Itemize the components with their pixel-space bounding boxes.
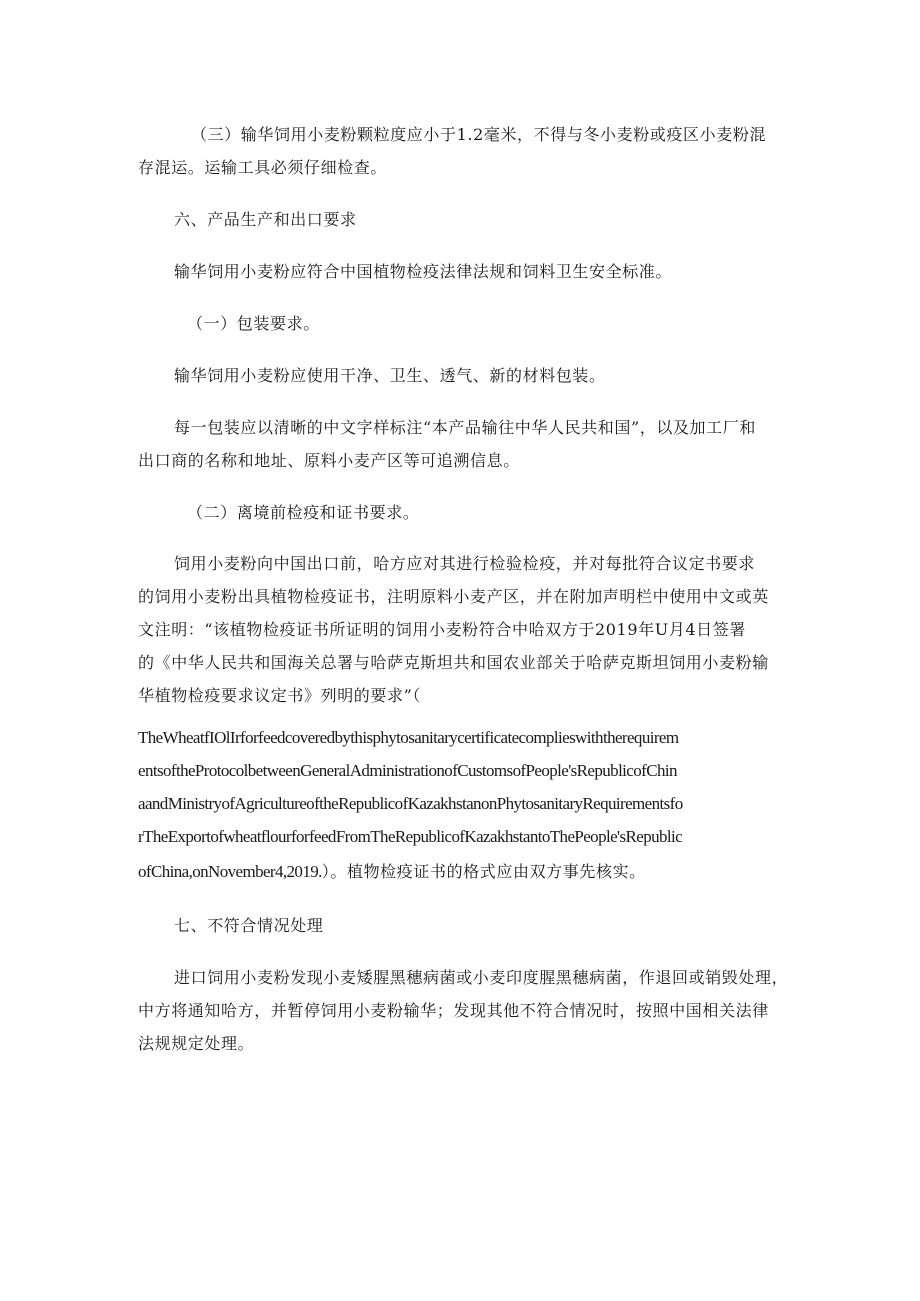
para-certificate-line-5: 华植物检疫要求议定书》列明的要求”（	[138, 686, 421, 705]
para-certificate-line-final	[138, 861, 646, 883]
subheading-packaging: （一）包装要求。	[187, 314, 320, 333]
para-certificate-english-2: entsoftheProtocolbetweenGeneralAdministrationofCustomsofPeople'sRepublicofChin	[138, 761, 677, 780]
para-certificate-english-3: aandMinistryofAgricultureoftheRepublicofKazakhstanonPhytosanitaryRequirementsfo	[138, 794, 683, 813]
para-certificate-line-4: 的《中华人民共和国海关总署与哈萨克斯坦共和国农业部关于哈萨克斯坦饲用小麦粉输	[138, 653, 769, 672]
subheading-quarantine-certificate: （二）离境前检疫和证书要求。	[187, 503, 420, 522]
para-certificate-english-1: TheWheatfIOlIrforfeedcoveredbythisphytosanitarycertificatecomplieswiththerequirem	[138, 728, 679, 747]
para-labeling-line-1: 每一包装应以清晰的中文字样标注“本产品输往中华人民共和国”，以及加工厂和	[174, 418, 756, 437]
para-certificate-line-1: 饲用小麦粉向中国出口前，哈方应对其进行检验检疫，并对每批符合议定书要求	[174, 554, 756, 573]
para-labeling-line-2: 出口商的名称和地址、原料小麦产区等可追溯信息。	[138, 451, 520, 470]
para-packaging-material: 输华饲用小麦粉应使用干净、卫生、透气、新的材料包装。	[174, 366, 606, 385]
para-compliance: 输华饲用小麦粉应符合中国植物检疫法律法规和饲料卫生安全标准。	[174, 262, 673, 281]
chinese-tail-text: ）。植物检疫证书的格式应由双方事先核实。	[321, 862, 646, 881]
para-certificate-english-4: rTheExportofwheatflourforfeedFromTheRepublicofKazakhstantoThePeople'sRepublic	[138, 827, 683, 846]
heading-section-6: 六、产品生产和出口要求	[174, 210, 357, 229]
para-nonconformity-line-1: 进口饲用小麦粉发现小麦矮腥黑穗病菌或小麦印度腥黑穗病菌，作退回或销毁处理，	[174, 968, 789, 987]
english-tail-text: ofChina,onNovember4,2019.	[138, 862, 322, 881]
para-nonconformity-line-2: 中方将通知哈方，并暂停饲用小麦粉输华；发现其他不符合情况时，按照中国相关法律	[138, 1001, 769, 1020]
para-3-mixing-line-1: （三）输华饲用小麦粉颗粒度应小于1.2毫米，不得与冬小麦粉或疫区小麦粉混	[191, 125, 767, 144]
para-3-mixing-line-2: 存混运。运输工具必须仔细检查。	[138, 158, 388, 177]
para-certificate-line-2: 的饲用小麦粉出具植物检疫证书，注明原料小麦产区，并在附加声明栏中使用中文或英	[138, 587, 769, 606]
para-nonconformity-line-3: 法规规定处理。	[138, 1034, 255, 1053]
para-certificate-line-3: 文注明：“该植物检疫证书所证明的饲用小麦粉符合中哈双方于2019年U月4日签署	[138, 620, 746, 639]
heading-section-7: 七、不符合情况处理	[174, 916, 324, 935]
